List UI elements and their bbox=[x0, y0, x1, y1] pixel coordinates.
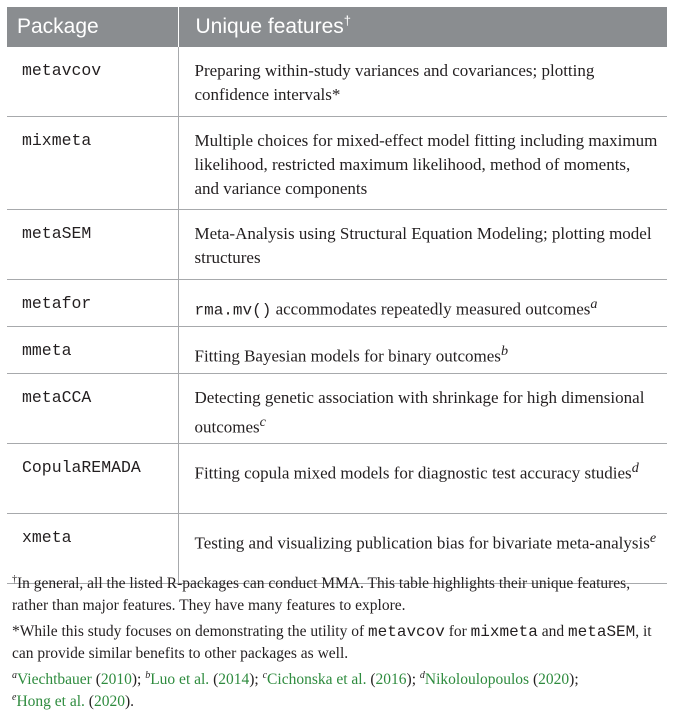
package-features: Fitting Bayesian models for binary outcomes$^b$ bbox=[178, 327, 667, 374]
code-metavcov: metavcov bbox=[368, 623, 445, 641]
package-name: xmeta bbox=[7, 514, 178, 584]
table-row bbox=[7, 327, 667, 374]
footnote-mark: b bbox=[500, 343, 509, 359]
reference[interactable]: $^b$Luo et al. (2014) bbox=[145, 670, 255, 688]
table-row bbox=[7, 117, 667, 210]
package-features: Preparing within-study variances and covariances; plotting confidence intervals* bbox=[178, 47, 667, 117]
table-row bbox=[7, 280, 667, 327]
table-row bbox=[7, 444, 667, 514]
package-name: metavcov bbox=[7, 47, 178, 117]
dagger-mark: † bbox=[343, 13, 351, 28]
footnote-mark: a bbox=[590, 296, 598, 312]
reference[interactable]: $^c$Cichonska et al. (2016) bbox=[262, 670, 412, 688]
table-row bbox=[7, 47, 667, 117]
package-features: Testing and visualizing publication bias for bivariate meta-analysis$^e$ bbox=[178, 514, 667, 584]
package-name: metaSEM bbox=[7, 210, 178, 280]
footnote-star: *While this study focuses on demonstrating the utility of metavcov for mixmeta and metaSEM, it can provide similar benefits to other packages as well. bbox=[12, 623, 652, 662]
table-header-row bbox=[7, 7, 667, 47]
reference[interactable]: $^e$Hong et al. (2020) bbox=[12, 692, 131, 710]
package-features: Multiple choices for mixed-effect model fitting including maximum likelihood, restricted maximum likelihood, method of moments, and variance components bbox=[178, 117, 667, 210]
footnote-mark: e bbox=[649, 530, 657, 546]
code-metasem: metaSEM bbox=[568, 623, 636, 641]
reference[interactable]: $^d$Nikoloulopoulos (2020) bbox=[419, 670, 575, 688]
package-features: rma.mv() accommodates repeatedly measured outcomes$^a$ bbox=[178, 280, 667, 327]
table-row bbox=[7, 210, 667, 280]
package-name: CopulaREMADA bbox=[7, 444, 178, 514]
header-features: Unique features† bbox=[178, 7, 667, 47]
package-features: Detecting genetic association with shrinkage for high dimensional outcomes$^c$ bbox=[178, 374, 667, 444]
function-code: rma.mv() bbox=[194, 301, 272, 320]
package-name: mmeta bbox=[7, 327, 178, 374]
footnote-mark: c bbox=[259, 414, 266, 430]
reference[interactable]: $^a$Viechtbauer (2010) bbox=[12, 670, 138, 688]
package-name: mixmeta bbox=[7, 117, 178, 210]
package-name: metafor bbox=[7, 280, 178, 327]
package-name: metaCCA bbox=[7, 374, 178, 444]
header-package: Package bbox=[7, 7, 178, 47]
footnote-dagger: †In general, all the listed R-packages can conduct MMA. This table highlights their unique features, rather than major features. They have many features to explore. bbox=[12, 574, 631, 614]
footnote-mark: d bbox=[631, 460, 639, 476]
package-features: Fitting copula mixed models for diagnostic test accuracy studies$^d$ bbox=[178, 444, 667, 514]
code-mixmeta: mixmeta bbox=[470, 623, 538, 641]
package-features: Meta-Analysis using Structural Equation Modeling; plotting model structures bbox=[178, 210, 667, 280]
table-row bbox=[7, 374, 667, 444]
packages-table bbox=[7, 7, 667, 584]
footnote-references: $^a$Viechtbauer (2010); $^b$Luo et al. (2014); $^c$Cichonska et al. (2016); $^d$Nikoloulopoulos (2020); $^e$Hong et al. (2020). bbox=[12, 670, 579, 710]
